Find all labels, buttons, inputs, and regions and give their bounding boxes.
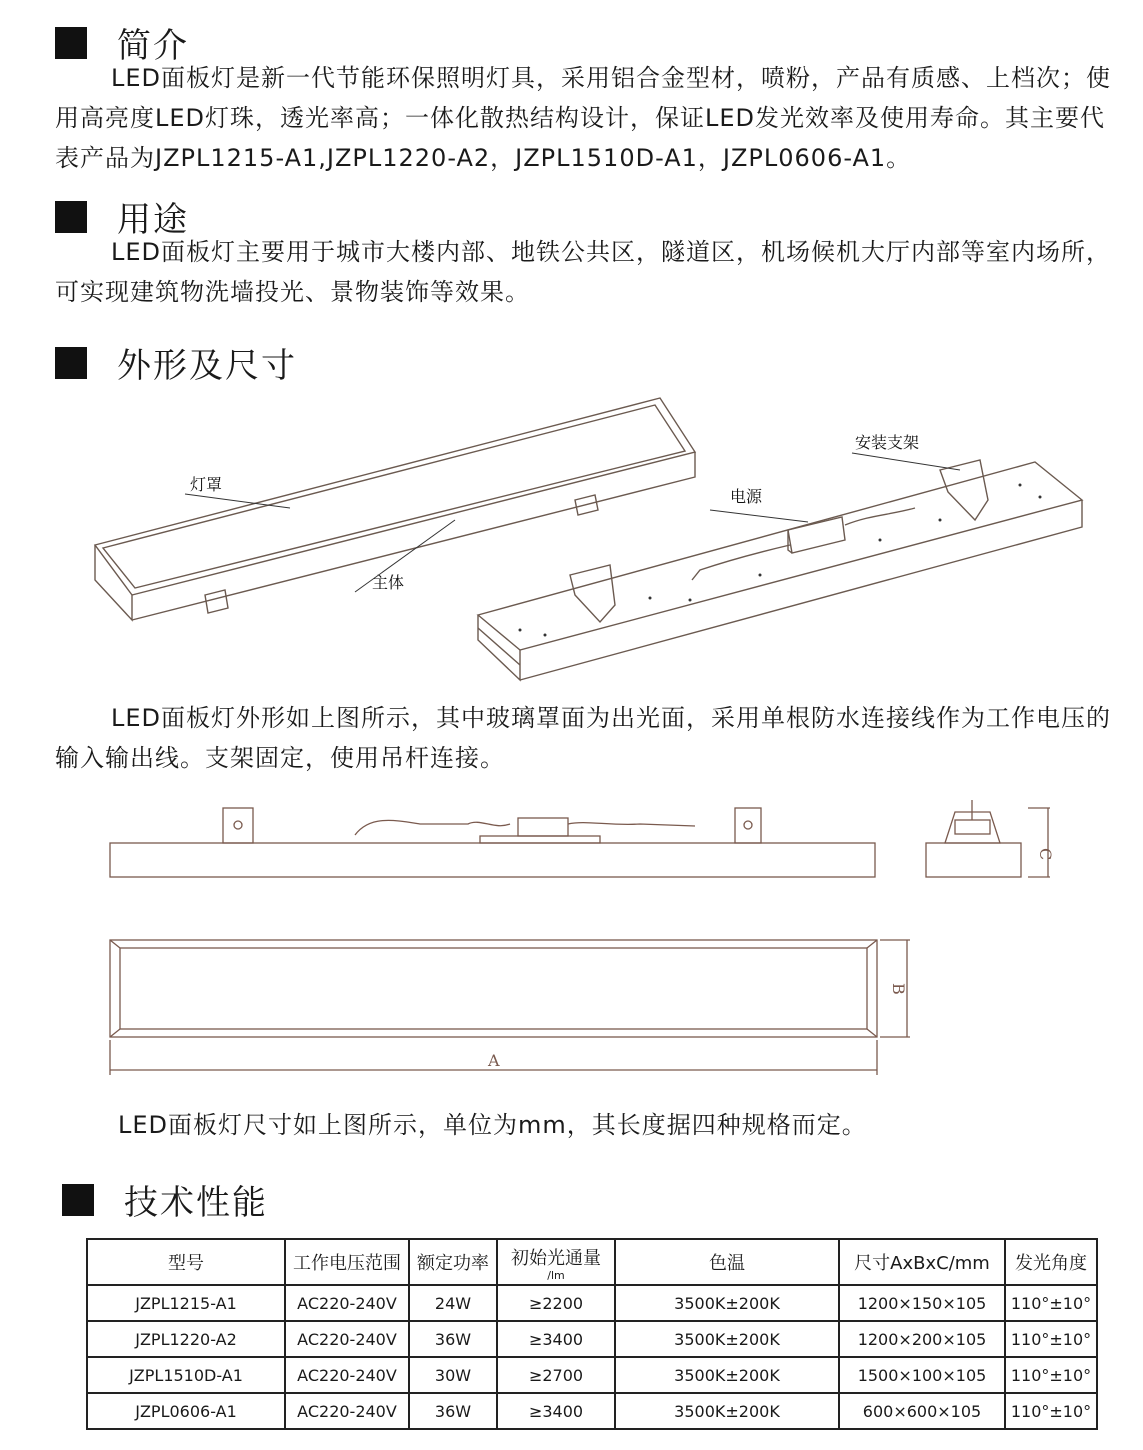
dimension-text: LED面板灯尺寸如上图所示，单位为mm，其长度据四种规格而定。 <box>118 1111 867 1139</box>
col-header-model: 型号 <box>87 1239 285 1285</box>
section-heading-shape <box>55 338 297 387</box>
cell-angle: 110°±10° <box>1005 1321 1097 1357</box>
fixture-cover-outline <box>95 398 695 595</box>
cell-power: 36W <box>409 1321 497 1357</box>
col-header-voltage: 工作电压范围 <box>285 1239 409 1285</box>
fixture-body-outline <box>478 462 1082 650</box>
side-view-body <box>110 843 875 877</box>
cell-angle: 110°±10° <box>1005 1285 1097 1321</box>
dimension-drawing <box>0 800 1143 1100</box>
dim-label-c: C <box>1036 848 1055 861</box>
col-header-power: 额定功率 <box>409 1239 497 1285</box>
bullet-square-icon <box>55 27 87 59</box>
section-title: 技术性能 <box>124 1183 268 1223</box>
section-heading-performance <box>62 1175 268 1224</box>
top-view-frame <box>110 940 877 1037</box>
table-row <box>87 1357 1097 1393</box>
side-view-bracket-left <box>223 808 253 843</box>
cell-size: 1200×150×105 <box>839 1285 1005 1321</box>
table-row <box>87 1393 1097 1429</box>
cell-power: 24W <box>409 1285 497 1321</box>
cell-model: JZPL0606-A1 <box>87 1393 285 1429</box>
cell-power: 30W <box>409 1357 497 1393</box>
cell-size: 600×600×105 <box>839 1393 1005 1429</box>
dim-label-b: B <box>889 983 908 995</box>
cell-size: 1500×100×105 <box>839 1357 1005 1393</box>
cell-cct: 3500K±200K <box>615 1285 839 1321</box>
shape-paragraph <box>55 698 1130 778</box>
col-header-size: 尺寸AxBxC/mm <box>839 1239 1005 1285</box>
dim-label-a: A <box>488 1051 500 1070</box>
col-header-cct: 色温 <box>615 1239 839 1285</box>
intro-text: LED面板灯是新一代节能环保照明灯具，采用铝合金型材，喷粉，产品有质感、上档次；使用高亮度LED灯珠，透光率高；一体化散热结构设计，保证LED发光效率及使用寿命。其主要代表产品为JZPL1215-A1,JZPL1220-A2，JZPL1510D-A1，JZPL0606-A1。 <box>55 64 1112 172</box>
col-header-angle: 发光角度 <box>1005 1239 1097 1285</box>
label-cover: 灯罩 <box>190 475 223 494</box>
usage-text: LED面板灯主要用于城市大楼内部、地铁公共区，隧道区，机场候机大厅内部等室内场所，可实现建筑物洗墙投光、景物装饰等效果。 <box>55 238 1112 306</box>
cell-flux: ≥3400 <box>497 1393 615 1429</box>
section-title: 外形及尺寸 <box>117 346 297 386</box>
bullet-square-icon <box>62 1184 94 1216</box>
table-row <box>87 1285 1097 1321</box>
cell-model: JZPL1215-A1 <box>87 1285 285 1321</box>
cell-cct: 3500K±200K <box>615 1393 839 1429</box>
dimension-paragraph <box>118 1105 1118 1145</box>
cell-model: JZPL1510D-A1 <box>87 1357 285 1393</box>
cell-model: JZPL1220-A2 <box>87 1321 285 1357</box>
cell-voltage: AC220-240V <box>285 1357 409 1393</box>
intro-paragraph <box>55 58 1130 178</box>
cell-flux: ≥2700 <box>497 1357 615 1393</box>
flux-header-unit: /lm <box>547 1268 565 1282</box>
cell-angle: 110°±10° <box>1005 1357 1097 1393</box>
cell-cct: 3500K±200K <box>615 1321 839 1357</box>
side-view-driver <box>518 818 568 836</box>
end-view-body <box>926 843 1021 877</box>
bullet-square-icon <box>55 201 87 233</box>
shape-text: LED面板灯外形如上图所示，其中玻璃罩面为出光面，采用单根防水连接线作为工作电压的输入输出线。支架固定，使用吊杆连接。 <box>55 704 1112 772</box>
product-isometric-drawing <box>0 390 1143 690</box>
table-header-row <box>87 1239 1097 1285</box>
label-body: 主体 <box>372 573 405 592</box>
cell-voltage: AC220-240V <box>285 1321 409 1357</box>
flux-header-text: 初始光通量 <box>511 1247 601 1269</box>
col-header-flux <box>497 1239 615 1285</box>
cell-cct: 3500K±200K <box>615 1357 839 1393</box>
usage-paragraph <box>55 232 1130 312</box>
section-title: 用途 <box>117 200 189 240</box>
cell-size: 1200×200×105 <box>839 1321 1005 1357</box>
side-view-bracket-right <box>735 808 761 843</box>
label-power: 电源 <box>730 487 763 506</box>
cell-voltage: AC220-240V <box>285 1393 409 1429</box>
table-row <box>87 1321 1097 1357</box>
cell-flux: ≥2200 <box>497 1285 615 1321</box>
label-bracket: 安装支架 <box>855 433 920 452</box>
bullet-square-icon <box>55 347 87 379</box>
cell-voltage: AC220-240V <box>285 1285 409 1321</box>
cell-angle: 110°±10° <box>1005 1393 1097 1429</box>
spec-table <box>86 1238 1098 1430</box>
section-title: 简介 <box>117 26 189 66</box>
cell-power: 36W <box>409 1393 497 1429</box>
cell-flux: ≥3400 <box>497 1321 615 1357</box>
